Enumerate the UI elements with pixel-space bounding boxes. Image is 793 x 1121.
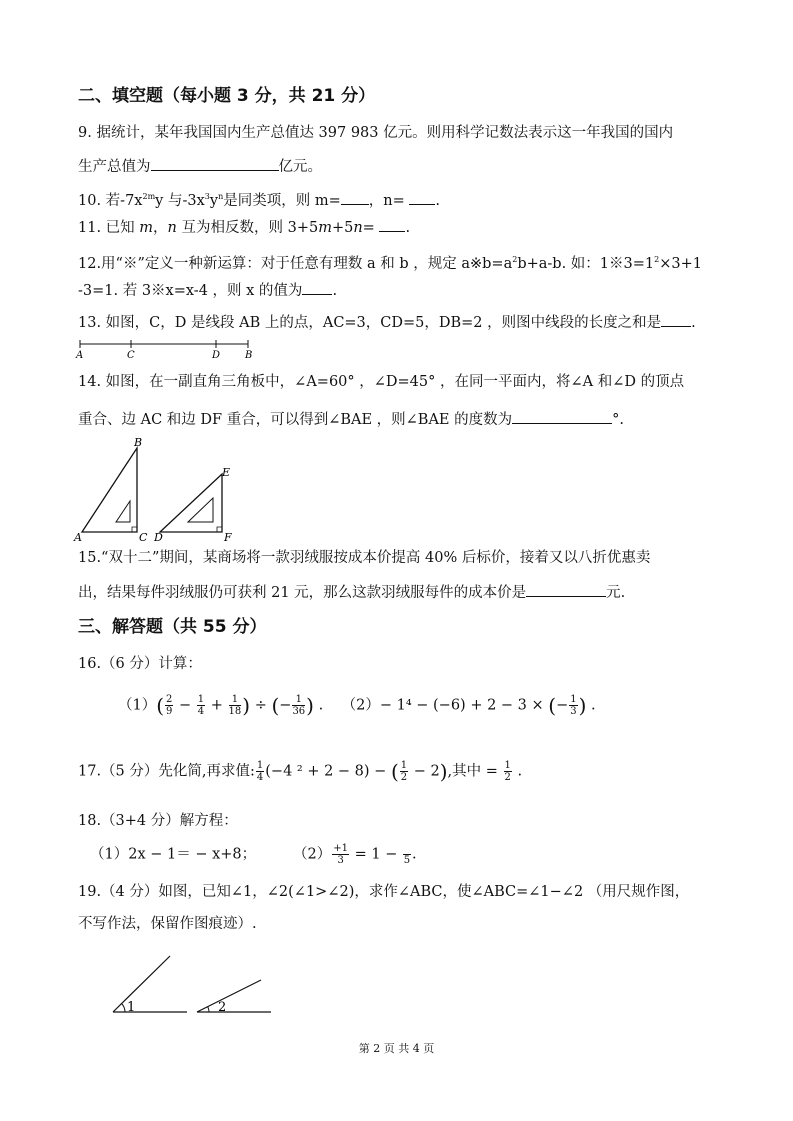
q10-m-blank[interactable] xyxy=(341,190,369,205)
paren-close: ) xyxy=(439,759,448,784)
q14-degree-period: °. xyxy=(612,412,624,428)
q11-answer-blank[interactable] xyxy=(379,217,405,232)
q18-frac1-numerator: +1 xyxy=(333,843,349,854)
q10-exponent-3: n xyxy=(218,192,224,201)
q16-frac4-numerator: 1 xyxy=(292,694,305,706)
question-19-line-2: 不写作法，保留作图痕迹）. xyxy=(78,916,257,932)
question-14-line-2 xyxy=(78,409,624,430)
question-18-title: 18.（3+4 分）解方程： xyxy=(78,813,238,829)
angle-2-arc xyxy=(208,1007,209,1012)
q12-text-d: -3=1. 若 3※x=x-4 ，则 x 的值为 xyxy=(78,283,303,299)
q10-text-e: ，n= xyxy=(368,192,405,209)
q10-period: . xyxy=(435,192,440,209)
q9-unit: 亿元。 xyxy=(278,159,322,175)
paren-close-3: ) xyxy=(578,693,587,718)
question-15-line-2 xyxy=(78,582,625,603)
fraction-1-18 xyxy=(229,694,242,717)
q17-expression: (−4 ² + 2 − 8) − xyxy=(265,763,387,780)
q11-var-n: n xyxy=(167,220,177,236)
q13-text: 13. 如图，C，D 是线段 AB 上的点，AC=3，CD=5，DB=2 ，则图中线段的长度之和是 xyxy=(78,315,662,331)
q16-frac3-numerator: 1 xyxy=(229,694,242,706)
q12-answer-blank[interactable] xyxy=(302,280,332,295)
q10-text-b: y 与-3x xyxy=(155,192,205,209)
q9-text: 生产总值为 xyxy=(78,159,151,175)
q12-text-b: b+a-b. 如：1※3=1 xyxy=(517,255,655,272)
paren-open: ( xyxy=(390,759,399,784)
fraction-2-9 xyxy=(165,694,173,717)
q16-frac3-denominator: 18 xyxy=(228,706,242,717)
q17-condition: ,其中 = xyxy=(447,763,498,780)
q16-part-1-label: （1） xyxy=(118,697,157,714)
q11-text-d: +5 xyxy=(331,220,354,236)
section-2-title: 二、填空题（每小题 3 分，共 21 分） xyxy=(78,86,376,106)
fraction-1-3 xyxy=(569,694,577,717)
q17-text: 17.（5 分）先化简,再求值: xyxy=(78,763,255,780)
q18-part-2-label: （2） xyxy=(293,846,332,863)
fraction-1-2-value xyxy=(504,760,512,783)
q11-equals: = xyxy=(362,220,375,236)
q17-frac1-numerator: 1 xyxy=(256,760,264,771)
question-13 xyxy=(78,312,696,333)
q18-part-2-rhs: = 1 − xyxy=(354,846,398,863)
angle-1-label: 1 xyxy=(127,1000,136,1015)
q10-exponent-2: 3 xyxy=(204,192,210,201)
label-a: A xyxy=(76,350,84,361)
question-12-line-2 xyxy=(78,280,337,301)
q11-text-c: 互为相反数，则 3+5 xyxy=(176,220,319,236)
q17-frac3-denominator: 2 xyxy=(504,772,511,783)
paren-close: ) xyxy=(242,693,251,718)
paren-close-2: ) xyxy=(306,693,314,718)
q12-text-a: 12.用“※”定义一种新运算：对于任意有理数 a 和 b ，规定 a※b=a xyxy=(78,255,513,272)
angle-diagram xyxy=(105,950,285,1020)
label-b: B xyxy=(245,350,253,361)
q11-period: . xyxy=(405,220,411,236)
label-b: B xyxy=(134,436,143,449)
q17-expression-2: − 2 xyxy=(409,763,440,780)
q17-frac3-numerator: 1 xyxy=(504,760,511,771)
q18-frac1-denominator: 3 xyxy=(337,855,344,866)
q12-exponent-1: 2 xyxy=(512,255,518,264)
question-15-line-1: 15.“双十二”期间，某商场将一款羽绒服按成本价提高 40% 后标价，接着又以八折优惠卖 xyxy=(78,550,651,566)
q11-var-n2: n xyxy=(353,220,363,236)
q16-frac1-denominator: 9 xyxy=(166,706,173,717)
question-16-title: 16.（6 分）计算： xyxy=(78,656,202,672)
right-angle-c xyxy=(132,527,137,532)
q15-text: 出，结果每件羽绒服仍可获利 21 元，那么这款羽绒服每件的成本价是 xyxy=(78,585,527,601)
q15-answer-blank[interactable] xyxy=(526,582,606,597)
question-14-line-1: 14. 如图，在一副直角三角板中，∠A=60° ，∠D=45° ，在同一平面内，将∠A 和∠D 的顶点 xyxy=(78,374,685,390)
label-a: A xyxy=(74,531,82,544)
label-d: D xyxy=(154,531,163,544)
segment-diagram xyxy=(70,336,270,362)
label-d: D xyxy=(212,350,221,361)
q10-text-a: 10. 若-7x xyxy=(78,192,143,209)
q16-frac2-denominator: 4 xyxy=(197,706,205,717)
q16-frac1-numerator: 2 xyxy=(166,694,173,705)
q14-answer-blank[interactable] xyxy=(512,409,612,424)
label-f: F xyxy=(224,531,232,544)
q16-frac4-denominator: 36 xyxy=(292,706,306,717)
page-footer: 第 2 页 共 4 页 xyxy=(358,1042,435,1055)
q11-var-m: m xyxy=(139,220,154,236)
paren-open-2: ( xyxy=(271,693,280,718)
q10-n-blank[interactable] xyxy=(409,190,435,205)
q12-period: . xyxy=(332,283,338,299)
q16-frac5-numerator: 1 xyxy=(570,694,577,705)
angle-1-arc xyxy=(122,1004,126,1013)
label-e: E xyxy=(222,466,231,479)
angle-2-label: 2 xyxy=(218,1000,227,1015)
q12-exponent-2: 2 xyxy=(654,255,660,264)
question-9-line-1: 9. 据统计，某年我国国内生产总值达 397 983 亿元。则用科学记数法表示这一年我国的国内 xyxy=(78,125,674,141)
q13-period: . xyxy=(691,315,696,331)
q18-frac2-numerator xyxy=(403,843,411,855)
q12-text-c: ×3+1 xyxy=(659,255,702,272)
q14-text: 重合、边 AC 和边 DF 重合，可以得到∠BAE ，则∠BAE 的度数为 xyxy=(78,412,513,428)
fraction-1-2 xyxy=(400,760,408,783)
triangle-abc xyxy=(82,448,137,532)
q11-var-m2: m xyxy=(318,220,332,236)
q13-answer-blank[interactable] xyxy=(661,312,691,327)
q18-part-1: （1）2x − 1＝ − x+8； xyxy=(90,846,257,863)
q16-frac5-denominator: 3 xyxy=(570,706,577,717)
q17-frac2-denominator: 2 xyxy=(400,772,408,783)
q16-frac2-numerator: 1 xyxy=(197,694,205,705)
fraction-1-36 xyxy=(292,694,305,717)
fraction-1-4 xyxy=(197,694,205,717)
paren-open: ( xyxy=(156,693,165,718)
q10-text-d: 是同类项，则 m= xyxy=(223,192,341,209)
question-11 xyxy=(78,217,410,238)
q17-frac1-denominator: 4 xyxy=(256,772,264,783)
question-9-line-2 xyxy=(78,156,322,177)
q9-answer-blank[interactable] xyxy=(151,156,279,171)
right-angle-f xyxy=(217,527,222,532)
question-18-equations: （1）2x − 1＝ − x+8； （2） $\frac{+1}{3}$ = 1 − 5 . xyxy=(90,843,417,866)
question-10 xyxy=(78,187,440,211)
question-19-line-1: 19.（4 分）如图，已知∠1，∠2(∠1>∠2)，求作∠ABC，使∠ABC=∠1−∠2 （用尺规作图， xyxy=(78,884,690,900)
question-17: 17.（5 分）先化简,再求值: $\frac{1}{4}$ (−4 ² + 2 − 8) − ( $\frac{1}{2}$ − 2),其中 = $\frac{1}{2}$ . xyxy=(78,759,523,784)
q10-exponent-1: 2m xyxy=(142,192,156,201)
question-12-line-1 xyxy=(78,250,702,274)
label-c: C xyxy=(127,350,135,361)
q10-text-c: y xyxy=(209,192,219,209)
fraction-x-plus-1-over-3 xyxy=(332,843,349,866)
q11-comma: ， xyxy=(153,220,168,236)
q18-frac2-denominator: 5 xyxy=(403,855,411,866)
question-16-expressions: （1）( $\frac{2}{9}$ − $\frac{1}{4}$ + $\frac{1}{18}$ ) ÷ (− $\frac{1}{36}$ ) . （2）− 1⁴ − (−6) + 2 − 3 × (− $\frac{1}{3}$ ) . xyxy=(118,693,596,718)
q16-part-2: （2）− 1⁴ − (−6) + 2 − 3 × xyxy=(341,697,544,714)
fraction-over-5 xyxy=(403,843,411,866)
fraction-1-4 xyxy=(256,760,264,783)
q11-text-a: 11. 已知 xyxy=(78,220,135,236)
paren-open-3: ( xyxy=(548,693,557,718)
triangle-rulers-diagram xyxy=(70,432,250,544)
label-c: C xyxy=(139,531,148,544)
section-3-title: 三、解答题（共 55 分） xyxy=(78,617,267,637)
triangle-abc-inner xyxy=(116,501,130,522)
q17-frac2-numerator: 1 xyxy=(400,760,408,771)
angle-2-ray xyxy=(197,980,261,1012)
q15-unit: 元. xyxy=(606,585,626,601)
